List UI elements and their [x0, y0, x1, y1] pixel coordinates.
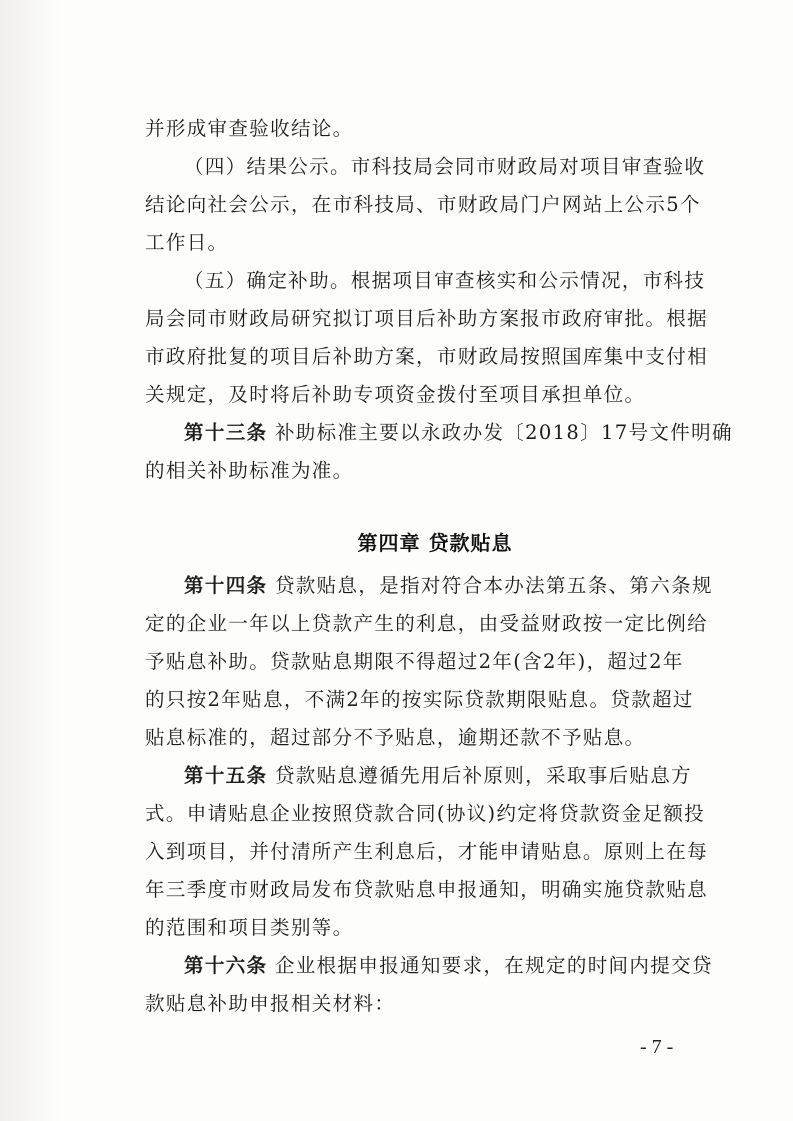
section-acceptance-body [145, 110, 733, 490]
paragraph-line: 的相关补助标准为准。 [145, 459, 354, 482]
paragraph-line: 工作日。 [145, 231, 229, 254]
paragraph-line: 的范围和项目类别等。 [145, 916, 354, 939]
chapter-heading: 第四章 贷款贴息 [357, 531, 513, 555]
paragraph-line: 入到项目，并付清所产生利息后，才能申请贴息。原则上在每 [145, 840, 708, 863]
article-13-text: 补助标准主要以永政办发〔2018〕17号文件明确 [267, 421, 733, 444]
article-16-line [145, 947, 725, 985]
paragraph-line: 并形成审查验收结论。 [145, 117, 354, 140]
scan-margin-shadow [0, 0, 60, 1121]
paragraph-line: 市政府批复的项目后补助方案，市财政局按照国库集中支付相 [145, 345, 708, 368]
page-number: - 7 - [640, 1036, 674, 1058]
article-16-title: 第十六条 [184, 954, 268, 977]
article-14-line [145, 567, 725, 605]
paragraph-line: 式。申请贴息企业按照贷款合同(协议)约定将贷款资金足额投 [145, 802, 706, 825]
paragraph-line: 定的企业一年以上贷款产生的利息，由受益财政按一定比例给 [145, 612, 708, 635]
paragraph-line: 结论向社会公示，在市科技局、市财政局门户网站上公示5个 [145, 193, 701, 216]
article-16-text: 企业根据申报通知要求，在规定的时间内提交贷 [267, 954, 713, 977]
paragraph-line: 予贴息补助。贷款贴息期限不得超过2年(含2年)，超过2年 [145, 650, 684, 673]
article-15-title: 第十五条 [184, 764, 268, 787]
article-13-line [145, 414, 733, 452]
article-14-text: 贷款贴息，是指对符合本办法第五条、第六条规 [267, 574, 713, 597]
paragraph-line: （四）结果公示。市科技局会同市财政局对项目审查验收 [184, 155, 706, 178]
paragraph-line: （五）确定补助。根据项目审查核实和公示情况，市科技 [184, 269, 706, 292]
paragraph-line: 年三季度市财政局发布贷款贴息申报通知，明确实施贷款贴息 [145, 878, 708, 901]
paragraph-line: 贴息标准的，超过部分不予贴息，逾期还款不予贴息。 [145, 726, 646, 749]
article-15-line [145, 757, 725, 795]
paragraph-line: 款贴息补助申报相关材料： [145, 992, 396, 1015]
paragraph-line: 的只按2年贴息，不满2年的按实际贷款期限贴息。贷款超过 [145, 688, 694, 711]
paragraph-line: 局会同市财政局研究拟订项目后补助方案报市政府审批。根据 [145, 307, 708, 330]
article-15-text: 贷款贴息遵循先用后补原则，采取事后贴息方 [267, 764, 692, 787]
section-loan-interest-body [145, 567, 725, 1023]
paragraph-line: 关规定，及时将后补助专项资金拨付至项目承担单位。 [145, 383, 646, 406]
article-13-title: 第十三条 [184, 421, 268, 444]
article-14-title: 第十四条 [184, 574, 268, 597]
